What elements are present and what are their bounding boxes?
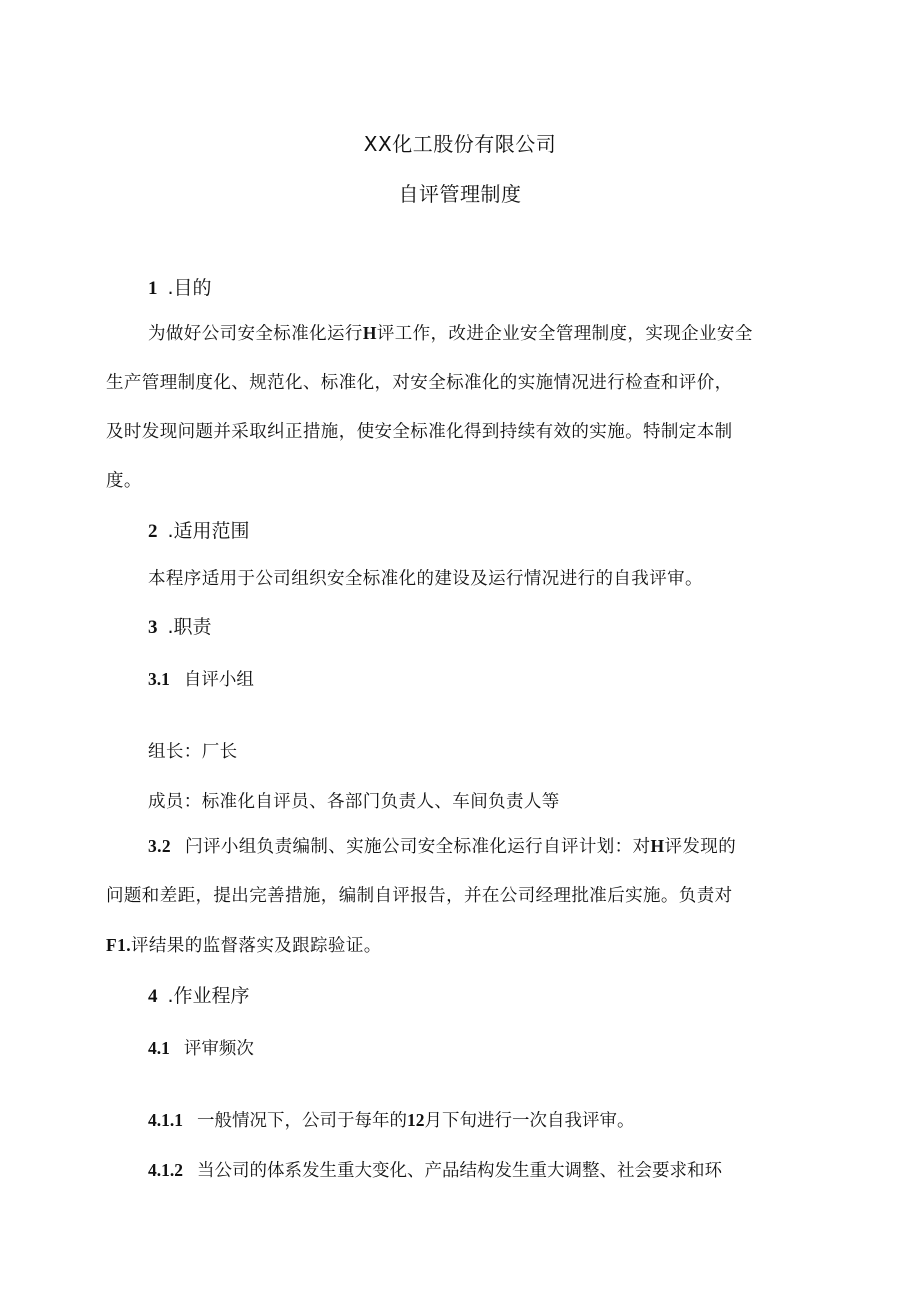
subsection-4-1-1-text-a: 一般情况下，公司于每年的 [197, 1111, 407, 1131]
section-1-title: .目的 [167, 277, 212, 299]
section-1-line-1 [106, 309, 818, 359]
section-1-number: 1 [148, 278, 158, 299]
subsection-4-1-1-text-c: 月下旬进行一次自我评审。 [424, 1111, 635, 1131]
subsection-4-1-1-number: 4.1.1 [148, 1110, 183, 1130]
subsection-4-1-2-number: 4.1.2 [148, 1160, 183, 1180]
company-name: XX化工股份有限公司 [363, 132, 557, 156]
subsection-3-2-text-c: 评发现的 [664, 837, 737, 857]
document-title: 自评管理制度 [398, 182, 522, 206]
section-2-body: 本程序适用于公司组织安全标准化的建设及运行情况进行的自我评审。 [148, 569, 703, 589]
section-1-text-b: H [362, 323, 377, 343]
section-1-line-3: 及时发现问题并采取纠正措施，使安全标准化得到持续有效的实施。特制定本制 [106, 422, 733, 442]
subsection-4-1-number: 4.1 [148, 1038, 170, 1058]
section-1-text-a: 为做好公司安全标准化运行 [148, 324, 363, 344]
subsection-3-1-text: 自评小组 [183, 670, 254, 690]
section-2-number: 2 [148, 521, 158, 542]
subsection-3-2-line-1 [106, 822, 818, 872]
section-1-line-2: 生产管理制度化、规范化、标准化，对安全标准化的实施情况进行检查和评价， [106, 373, 733, 393]
subsection-4-1-text: 评审频次 [183, 1039, 254, 1059]
subsection-3-2-text-a: 闩评小组负责编制、实施公司安全标准化运行自评计划：对 [185, 837, 651, 857]
subsection-3-2-line-2: 问题和差距，提出完善措施，编制自评报告，并在公司经理批准后实施。负责对 [106, 886, 733, 906]
section-4-number: 4 [148, 986, 158, 1007]
section-2-title: .适用范围 [167, 520, 250, 542]
section-2-heading [148, 516, 250, 543]
subsection-4-1-1 [148, 1107, 635, 1132]
group-leader: 组长：厂长 [148, 742, 238, 762]
subsection-3-1 [148, 666, 254, 691]
section-1-text-c: 评工作，改进企业安全管理制度，实现企业安全 [376, 324, 753, 344]
subsection-4-1 [148, 1035, 254, 1060]
section-4-title: .作业程序 [167, 985, 250, 1007]
subsection-3-2-line-3-bold: F1. [106, 935, 132, 955]
subsection-3-2-line-3 [106, 921, 818, 971]
subsection-3-2-text-b: H [650, 836, 665, 856]
subsection-3-2 [106, 822, 818, 971]
subsection-3-2-line-3-text: 评结果的监督落实及跟踪验证。 [131, 936, 382, 956]
section-1-heading [148, 273, 212, 300]
subsection-4-1-2-text: 当公司的体系发生重大变化、产品结构发生重大调整、社会要求和环 [197, 1161, 722, 1181]
section-1-body [106, 309, 818, 506]
section-3-number: 3 [148, 617, 158, 638]
group-members: 成员：标准化自评员、各部门负责人、车间负责人等 [148, 792, 560, 812]
subsection-4-1-1-text-b: 12 [407, 1110, 425, 1130]
section-3-title: .职责 [167, 616, 212, 638]
subsection-3-2-number: 3.2 [148, 836, 172, 856]
section-1-line-4: 度。 [106, 471, 142, 491]
section-4-heading [148, 981, 250, 1008]
subsection-4-1-2 [148, 1157, 722, 1182]
subsection-3-1-number: 3.1 [148, 669, 170, 689]
section-3-heading [148, 612, 212, 639]
